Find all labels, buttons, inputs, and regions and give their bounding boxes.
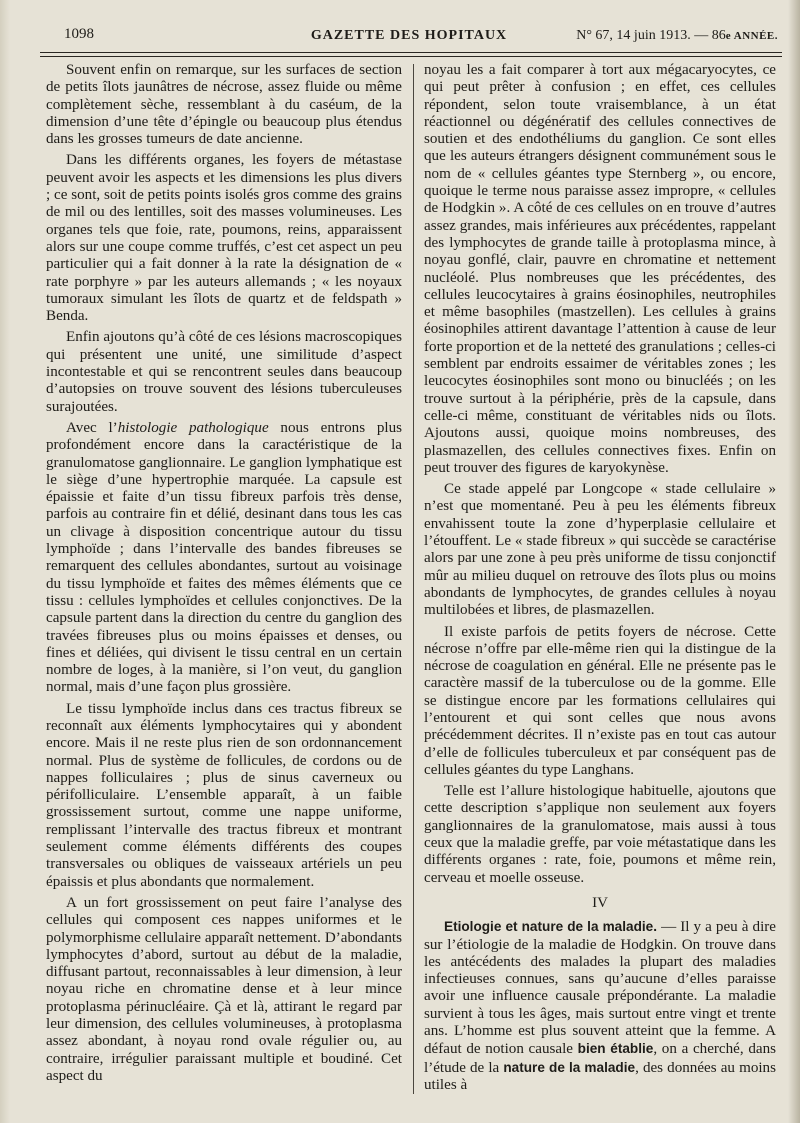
- paragraph: A un fort grossissement on peut faire l’analyse des cellules qui composent ces nappes uniformes et le polymorphisme cellulaire apparaît nettement. D’abondants lymphocytes d’abord, surtout au début de la maladie, diffusant partout, reconnaissables à leur dimension, à leur noyau riche en chromatine dense et à leur mince protoplasma périnucléaire. Çà et là, attirant le regard par leur dimension, des cellules volumineuses, à protoplasma assez abondant, à noyau rond ovale régulier ou, au contraire, irrégulier paraissant multiple et boudiné. Cet aspect du: [46, 894, 402, 1084]
- paragraph: Le tissu lymphoïde inclus dans ces tractus fibreux se reconnaît aux éléments lymphocytaires qui y abondent encore. Mais il ne reste plus rien de son ordonnancement normal. Plus de système de follicules, de cordons ou de nappes folliculaires ; plus de sinus caverneux ou périfolliculaire. L’ensemble apparaît, à un faible grossissement surtout, comme une nappe uniforme, remplissant l’intervalle des tractus fibreux et montrant seulement comme éléments différents des coupes transversales ou obliques de vaisseaux artériels un peu épaissis et plus abondants que normalement.: [46, 700, 402, 890]
- journal-title: GAZETTE DES HOPITAUX: [310, 28, 508, 43]
- section-lead: Etiologie et nature de la maladie.: [444, 919, 657, 935]
- paragraph: [424, 918, 776, 1094]
- bold-term: nature de la maladie: [503, 1059, 636, 1075]
- text-span: — Il y a peu à dire sur l’étiologie de la maladie de Hodgkin. On trouve dans les antécédents des malades la plupart des maladies infectieuses connues, sans qu’aucune d’elles paraisse avoir une influence causale prépondérante. La maladie survient à tous les âges, mais surtout entre vingt et trente ans. L’homme est plus souvent atteint que la femme. A défaut de notion causale: [424, 919, 777, 1058]
- paragraph: Dans les différents organes, les foyers de métastase peuvent avoir les aspects et les dimensions les plus divers ; ce sont, soit de petits points isolés gros comme des grains de mil ou des lentilles, soit des masses volumineuses. Les organes tels que foie, rate, poumons, reins, apparaissent alors sur une coupe comme truffés, c’est cet aspect un peu particulier qui a fait donner à la rate la désignation de « rate porphyre » par les auteurs allemands ; « les noyaux tumoraux simulant les îlots de quartz et de feldspath » Benda.: [46, 152, 402, 325]
- page-header: [40, 24, 778, 46]
- bold-term: bien établie: [577, 1041, 654, 1057]
- column-divider: [413, 64, 414, 1094]
- paragraph: noyau les a fait comparer à tort aux mégacaryocytes, ce qui peut prêter à confusion ; en effet, ces cellules répondent, selon toute vraisemblance, à un état réactionnel ou dégénératif des cellules connectives de soutien et des endothéliums du ganglion. Ce sont elles que les auteurs étrangers désignent communément sous le nom de « cellules géantes type Sternberg », ou encore, quoique le terme nous paraisse assez impropre, « cellules de Hodgkin ». A côté de ces cellules on en trouve d’autres assez grandes, mais inférieures aux précédentes, rappelant des lymphocytes de grande taille à protoplasma mince, à noyau gonflé, clair, pauvre en chromatine et nettement nucléolé. Plus nombreuses que les précédentes, des cellules leucocytaires à grains éosinophiles, neutrophiles et même basophiles (mastzellen). Les cellules à grains éosinophiles attirent davantage l’attention à cause de leur forte proportion et de la netteté des granulations ; celles-ci semblent par endroits essaimer de véritables zones ; les leucocytes éosinophiles sont mono ou binucléés ; on les trouve surtout à la périphérie, près de la capsule, dans celle-ci même, constituant de véritables nids ou îlots. Ajoutons aussi, quoique moins nombreuses, des plasmazellen, des cellules connectives fixes. Enfin on peut trouver des figures de karyokynèse.: [424, 62, 776, 476]
- issue-date: N° 67, 14 juin 1913. — 86: [576, 28, 726, 43]
- paragraph: [46, 420, 402, 697]
- paragraph: Enfin ajoutons qu’à côté de ces lésions macroscopiques qui présentent une unité, une similitude d’aspect incontestable et qui se rencontrent seules dans beaucoup d’autopsies on trouve souvent des lésions tuberculeuses surajoutées.: [46, 329, 402, 415]
- text-span: Avec l’: [66, 419, 118, 436]
- paragraph: Il existe parfois de petits foyers de nécrose. Cette nécrose n’offre par elle-même rien qui la distingue de la nécrose de coagulation en général. Elle ne présente pas le caractère massif de la tuberculose ou de la gomme. Elle se distingue encore par les formations cellulaires qui l’entourent et qui sont celles que nous avons précédemment décrites. Il n’existe pas en tout cas autour d’elle de follicules tuberculeux et par conséquent pas de cellules géantes du type Langhans.: [424, 623, 776, 778]
- text-span: , on a cherché, dans l’étude de la: [424, 1041, 776, 1076]
- right-column: [424, 62, 776, 1098]
- page-edge-shadow-right: [788, 0, 800, 1123]
- issue-info: [576, 28, 778, 44]
- paragraph: Souvent enfin on remarque, sur les surfaces de section de petits îlots jaunâtres de nécrose, assez fluide ou même complètement sèche, ressemblant à du caséum, de la dimension d’une tête d’épingle ou beaucoup plus étendus dans les grosses tumeurs de date ancienne.: [46, 62, 402, 148]
- page-edge-shadow-left: [0, 0, 10, 1123]
- section-heading: IV: [592, 894, 608, 911]
- paragraph: Ce stade appelé par Longcope « stade cellulaire » n’est que momentané. Peu à peu les éléments fibreux envahissent toute la zone d’hyperplasie cellulaire et l’étouffent. Le « stade fibreux » qui succède se caractérise alors par une zone à peu près uniforme de tissu conjonctif mûr au milieu duquel on retrouve des îlots plus ou moins abondants de lymphocytes, de grandes cellules à noyau multilobées et libres, de plasmazellen.: [424, 481, 776, 619]
- text-span: , des données au moins utiles à: [424, 1059, 776, 1093]
- page-number: 1098: [64, 26, 94, 42]
- header-rule: [40, 52, 782, 57]
- paragraph: Telle est l’allure histologique habituelle, ajoutons que cette description s’applique non seulement aux foyers ganglionnaires de la granulomatose, mais aussi à tous ceux que la maladie greffe, par voie métastatique dans les différents organes : rate, foie, poumons et même rein, cerveau et moelle osseuse.: [424, 783, 776, 886]
- left-column: [46, 62, 402, 1089]
- text-span: nous entrons plus profondément encore dans la caractéristique de la granulomatose ganglionnaire. Le ganglion lymphatique est le siège d’une hypertrophie marquée. La capsule est épaissie et faite d’un tissu fibreux parfois très dense, parfois au contraire fin et délié, desinant dans tous les cas un clivage à disposition concentrique autour du tissu lymphoïde ; dans l’intervalle des bandes fibreuses se remarquent des cellules abondantes, surtout au voisinage du tissu lymphoïde et faites des mêmes éléments que ce tissu : cellules lymphoïdes et cellules conjonctives. De la capsule partent dans la direction du centre du ganglion des travées fibreuses plus ou moins épaisses et denses, ou fines et déliées, qui divisent le tissu central en un certain nombre de loges, à la manière, si l’on veut, du ganglion normal, mais d’une façon plus grossière.: [46, 419, 403, 696]
- italic-term: histologie pathologique: [117, 419, 269, 436]
- issue-year-suffix: e ANNÉE.: [725, 30, 778, 42]
